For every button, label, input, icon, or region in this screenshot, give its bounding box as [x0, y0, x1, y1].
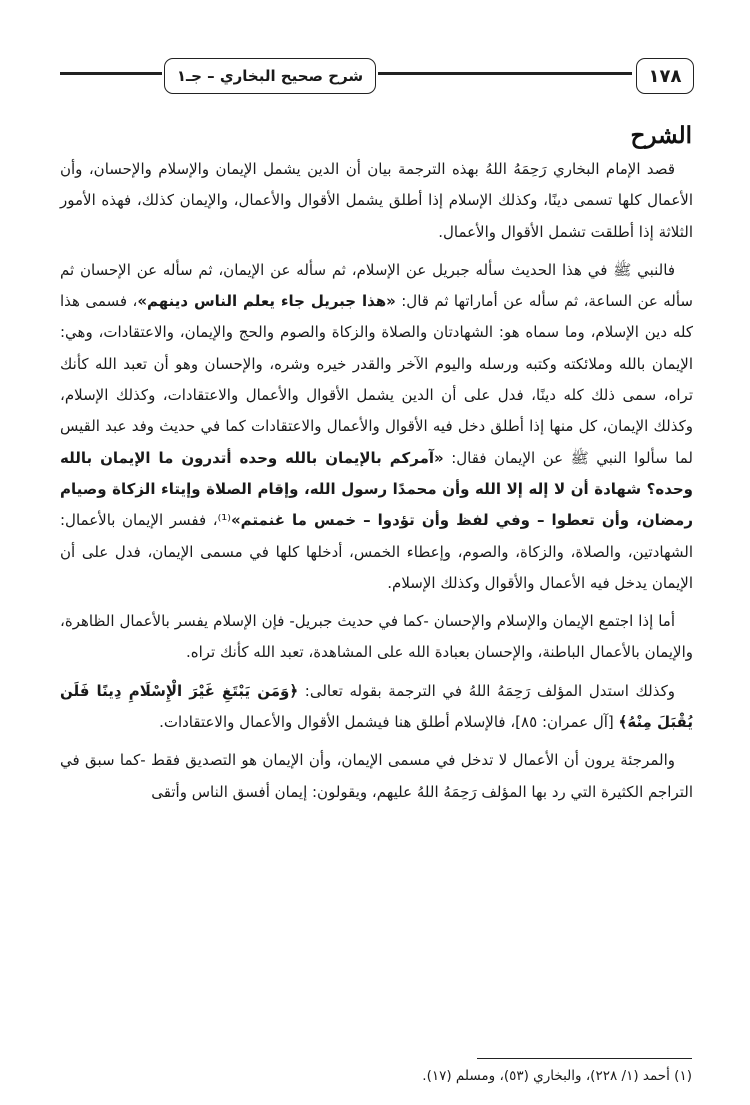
- footnote: (١) أحمد (١/ ٢٢٨)، والبخاري (٥٣)، ومسلم (١٧).: [422, 1068, 692, 1084]
- quoted-text: «آمركم بالإيمان بالله وحده أتدرون ما الإيمان بالله وحده؟ شهادة أن لا إله إلا الله وأن محمدًا رسول الله، وإقام الصلاة وإيتاء الزكاة وصيام رمضان، وأن تعطوا – وفي لفظ وأن تؤدوا – خمس ما غنمتم»: [60, 448, 693, 530]
- paragraph-text: وكذلك استدل المؤلف رَحِمَهُ اللهُ في الترجمة بقوله تعالى:: [298, 681, 675, 700]
- running-header: [60, 58, 693, 98]
- section-heading: الشرح: [630, 122, 692, 149]
- paragraph: [60, 255, 693, 599]
- header-rule-middle: [378, 72, 632, 75]
- page-number: ١٧٨: [636, 58, 694, 94]
- paragraph-text: أما إذا اجتمع الإيمان والإسلام والإحسان -كما في حديث جبريل- فإن الإسلام يفسر بالأعمال الظاهرة، والإيمان بالأعمال الباطنة، والإحسان بعبادة الله على المشاهدة، تعبد الله كأنك تراه.: [60, 612, 693, 662]
- quoted-text: «هذا جبريل جاء يعلم الناس دينهم»: [137, 292, 396, 311]
- paragraph-text: والمرجئة يرون أن الأعمال لا تدخل في مسمى الإيمان، وأن الإيمان هو التصديق فقط -كما سبق في التراجم الكثيرة التي رد بها المؤلف رَحِمَهُ اللهُ عليهم، ويقولون: إيمان أفسق الناس وأتقى: [60, 751, 693, 801]
- book-title: شرح صحيح البخاري – جـ١: [164, 58, 376, 94]
- paragraph-text: قصد الإمام البخاري رَحِمَهُ اللهُ بهذه الترجمة بيان أن الدين يشمل الإيمان والإسلام والإحسان، وأن الأعمال كلها تسمى دينًا، وكذلك الإسلام إذا أطلق يشمل الأقوال والأعمال، والإيمان كذلك، فهذه الأمور الثلاثة إذا أطلقت تشمل الأقوال والأعمال.: [60, 160, 693, 241]
- paragraph: [60, 606, 693, 669]
- header-rule-left: [60, 72, 162, 75]
- footnote-rule: [477, 1058, 692, 1059]
- paragraph-text: فالنبي ﷺ في هذا الحديث سأله جبريل عن الإسلام، ثم سأله عن الإيمان، ثم سأله عن الإحسان ثم سأله عن الساعة، ثم سأله عن أماراتها ثم قال:: [60, 260, 693, 311]
- paragraph: [60, 676, 693, 739]
- paragraph-text: ، فسمى هذا كله دين الإسلام، وما سماه هو: الشهادتان والصلاة والزكاة والصوم والحج والإيمان، والاعتقادات، وهي: الإيمان بالله وملائكته وكتبه ورسله واليوم الآخر والقدر خيره وشره، والإحسان وهو أن تعبد الله كأنك تراه، سمى ذلك كله دينًا، فدل على أن الدين يشمل الأقوال والأعمال والاعتقادات، وكذلك الإسلام، وكذلك الإيمان، كل منها إذا أطلق دخل فيه الأقوال والأعمال والاعتقادات كما في حديث وفد عبد القيس لما سألوا النبي ﷺ عن الإيمان فقال:: [60, 292, 693, 467]
- paragraph: [60, 745, 693, 808]
- quoted-text: ﴿وَمَن يَبْتَغِ غَيْرَ الْإِسْلَامِ دِينًا فَلَن يُقْبَلَ مِنْهُ﴾: [60, 681, 693, 732]
- main-text: [60, 154, 693, 815]
- paragraph: [60, 154, 693, 248]
- paragraph-text: ⁽¹⁾، ففسر الإيمان بالأعمال: الشهادتين، والصلاة، والزكاة، والصوم، وإعطاء الخمس، أدخلها كلها في مسمى الإيمان، فدل على أن الإيمان يدخل فيه الأعمال والأقوال وكذلك الإسلام.: [60, 511, 693, 592]
- paragraph-text: [آل عمران: ٨٥]، فالإسلام أطلق هنا فيشمل الأقوال والأعمال والاعتقادات.: [159, 713, 619, 732]
